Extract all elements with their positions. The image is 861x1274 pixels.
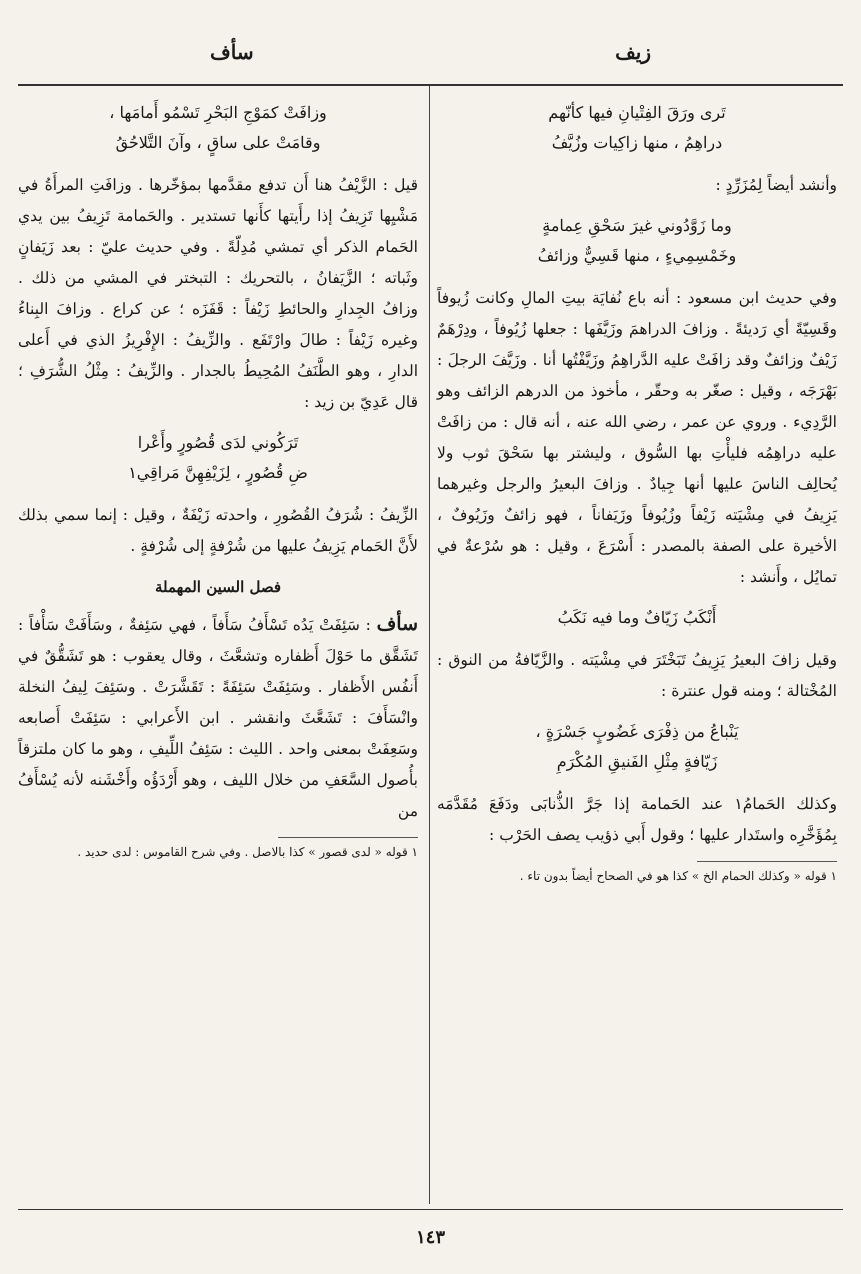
running-headword-left: سأف <box>210 40 254 64</box>
verse-line: وزافَتْ كمَوْجِ البَحْرِ تَسْمُو أَمامَها ، <box>109 103 327 122</box>
paragraph: الزِّيفُ : شُرَفُ القُصُورِ ، واحدته زَيْفَةٌ ، وقيل : إنما سمي بذلك لأَنَّ الحَمام يَزِيفُ عليها من شُرْفةٍ إلى شُرْفةٍ . <box>18 506 418 555</box>
paragraph: قيل : الزَّيْفُ هنا أَن تدفع مقدَّمها بمؤخّرها . وزافَتِ المرأَةُ في مَشْيِها تَزِيفُ إذا رأَيتها كأَنها تستدير . والحَمامة تَزِيفُ بين يدي الحَمام الذكر أي تمشي مُدِلّةً . وفي حديث عليّ : بعد زَيَفانٍ وثَباته ؛ الزَّيَفانُ ، بالتحريك : التبختر في المشي من ذلك . وزافُ الجِدارِ والحائطِ زَيْفاً : قَفَزَه ؛ عن كراع . وزافَ البِناءُ وغيره زَيْفاً : طالَ وارْتَفَع . والزِّيفُ : الإِفْرِيزُ الذي في أَعلى الدارِ ، وهو الطَّنَفُ المُحِيطُ بالجدار . والزِّيفُ : مِثْلُ الشُّرَفِ ؛ قال عَدِيّ بن زيد : <box>18 176 418 411</box>
footnote-rule <box>278 837 418 838</box>
verse-line: وخَمْسِمِيءٍ ، منها قَسِيٌّ وزائفُ <box>537 246 737 265</box>
verse <box>437 211 837 271</box>
verse-line: وما زَوَّدُوني غيرَ سَحْقِ عِمامةٍ <box>542 216 732 235</box>
paragraph: وكذلك الحَمامُ١ عند الحَمامة إذا جَرَّ الذُّنابَى ودَفَعَ مُقَدَّمَه بِمُؤَخَّرِه واستَدار عليها ؛ وقول أَبي ذؤيب يصف الحَرْب : <box>437 795 837 844</box>
verse-line: أَنْكَبُ زَيّافٌ وما فيه نَكَبُ <box>557 608 717 627</box>
footnote: ١ قوله « لدى قصور » كذا بالاصل . وفي شرح القاموس : لدى حديد . <box>77 845 418 859</box>
running-headword-right: زيف <box>615 40 651 64</box>
verse-line: دراهِمُ ، منها زاكِيات وزُيَّفُ <box>551 133 723 152</box>
entry <box>18 609 418 827</box>
paragraph: وفي حديث ابن مسعود : أنه باع نُفايَة بيتِ المالِ وكانت زُيوفاً وقَسِيّةً أي رَديئةً . وزافَ الدراهمَ وزَيَّفَها : جعلها زُيُوفاً ، ودِرْهَمٌ زَيْفٌ وزائفٌ وقد زافَتْ عليه الدَّراهِمُ وزَيَّفْتُها أنا . وزَيَّفَ الرجلَ : بَهْرَجَه ، وقيل : صغّر به وحقّر ، مأخوذ من الدرهم الزائف وهو الرَّدِيء . وروي عن عمر ، رضي الله عنه ، أنه قال : من زافَتْ عليه دراهِمُه فليأْتِ بها السُّوق ، وليشتر بها سَحْقَ ثوب ولا يُحالِف الناسَ عليها أنها جِيادٌ . وزافَ البعيرُ والرجل وغيرهما يَزِيفُ في مِشْيَته زَيْفاً وزُيُوفاً وزَيَفاناً ، فهو زائفٌ وزَيُوفٌ ، الأخيرة على الصفة بالمصدر : أَسْرَعَ ، وقيل : هو سُرْعةٌ في تمايُل ، وأَنشد : <box>437 289 837 586</box>
verse-line: وقامَتْ على ساقٍ ، وآنَ التَّلاحُقُ <box>115 133 321 152</box>
verse <box>18 98 418 158</box>
entry-text: : سَئِفَتْ يَدُه تَسْأَفُ سَأَفاً ، فهي سَئِفةٌ ، وسَأَفَتْ سَأْفاً : تَشَقَّق ما حَوْلَ أَظفاره وتشعَّثَ ، وقال يعقوب : هو تَشَقُّقٌ في أَنفُس الأَظفار . وسَئِفَتْ سَئِفَةً : تَقَشَّرَتْ . وسَئِفَ لِيفُ النخلة وانْسَأَفَ : تَشَعَّثَ وانقشر . ابن الأَعرابي : سَئِفَتْ أَصابعه وسَعِفَتْ بمعنى واحد . الليث : سَئِفُ اللِّيفِ ، وهو ما كان ملتزقاً بأُصول السَّعَفِ من خلال الليف ، وهو أَرْدَؤُه وأَخْشَنه لأنه يُسْأَفُ من <box>18 616 418 820</box>
verse <box>437 717 837 777</box>
verse-line: زَيّافةٍ مِثْلِ الفَنيقِ المُكْرَمِ <box>556 752 718 771</box>
verse <box>437 98 837 158</box>
verse-line: يَنْباعُ من ذِفْرَى غَضُوبٍ جَسْرَةٍ ، <box>535 722 739 741</box>
column-divider <box>429 86 430 1204</box>
verse-line: تَرَكُوني لدَى قُصُورٍ وأَعْرا <box>137 433 299 452</box>
page-header <box>20 40 841 80</box>
footnote: ١ قوله « وكذلك الحمام الخ » كذا هو في الصحاح أيضاً بدون تاء . <box>519 869 837 883</box>
footer-rule <box>18 1209 843 1210</box>
verse <box>437 603 837 633</box>
entry-headword: سأف <box>376 613 418 635</box>
verse-line: تَرى ورَقَ الفِتْيانِ فيها كأنّهم <box>548 103 726 122</box>
right-column <box>437 92 837 886</box>
paragraph: وقيل زافَ البعيرُ يَزِيفُ تَبَخْتَرَ في مِشْيَته . والزَّيّافةُ من النوق : المُخْتالة ؛ ومنه قول عنترة : <box>437 651 837 700</box>
left-column <box>18 92 418 862</box>
header-rule <box>18 84 843 86</box>
section-title: فصل السين المهملة <box>154 578 282 596</box>
paragraph: وأنشد أيضاً لِمُزَرِّدٍ : <box>715 176 837 194</box>
page-number: ١٤٣ <box>415 1227 445 1248</box>
footnote-rule <box>697 861 837 862</box>
verse <box>18 428 418 488</box>
verse-line: ضِ قُصُورٍ ، لِزَيْفِهِنَّ مَراقِي١ <box>128 463 308 482</box>
